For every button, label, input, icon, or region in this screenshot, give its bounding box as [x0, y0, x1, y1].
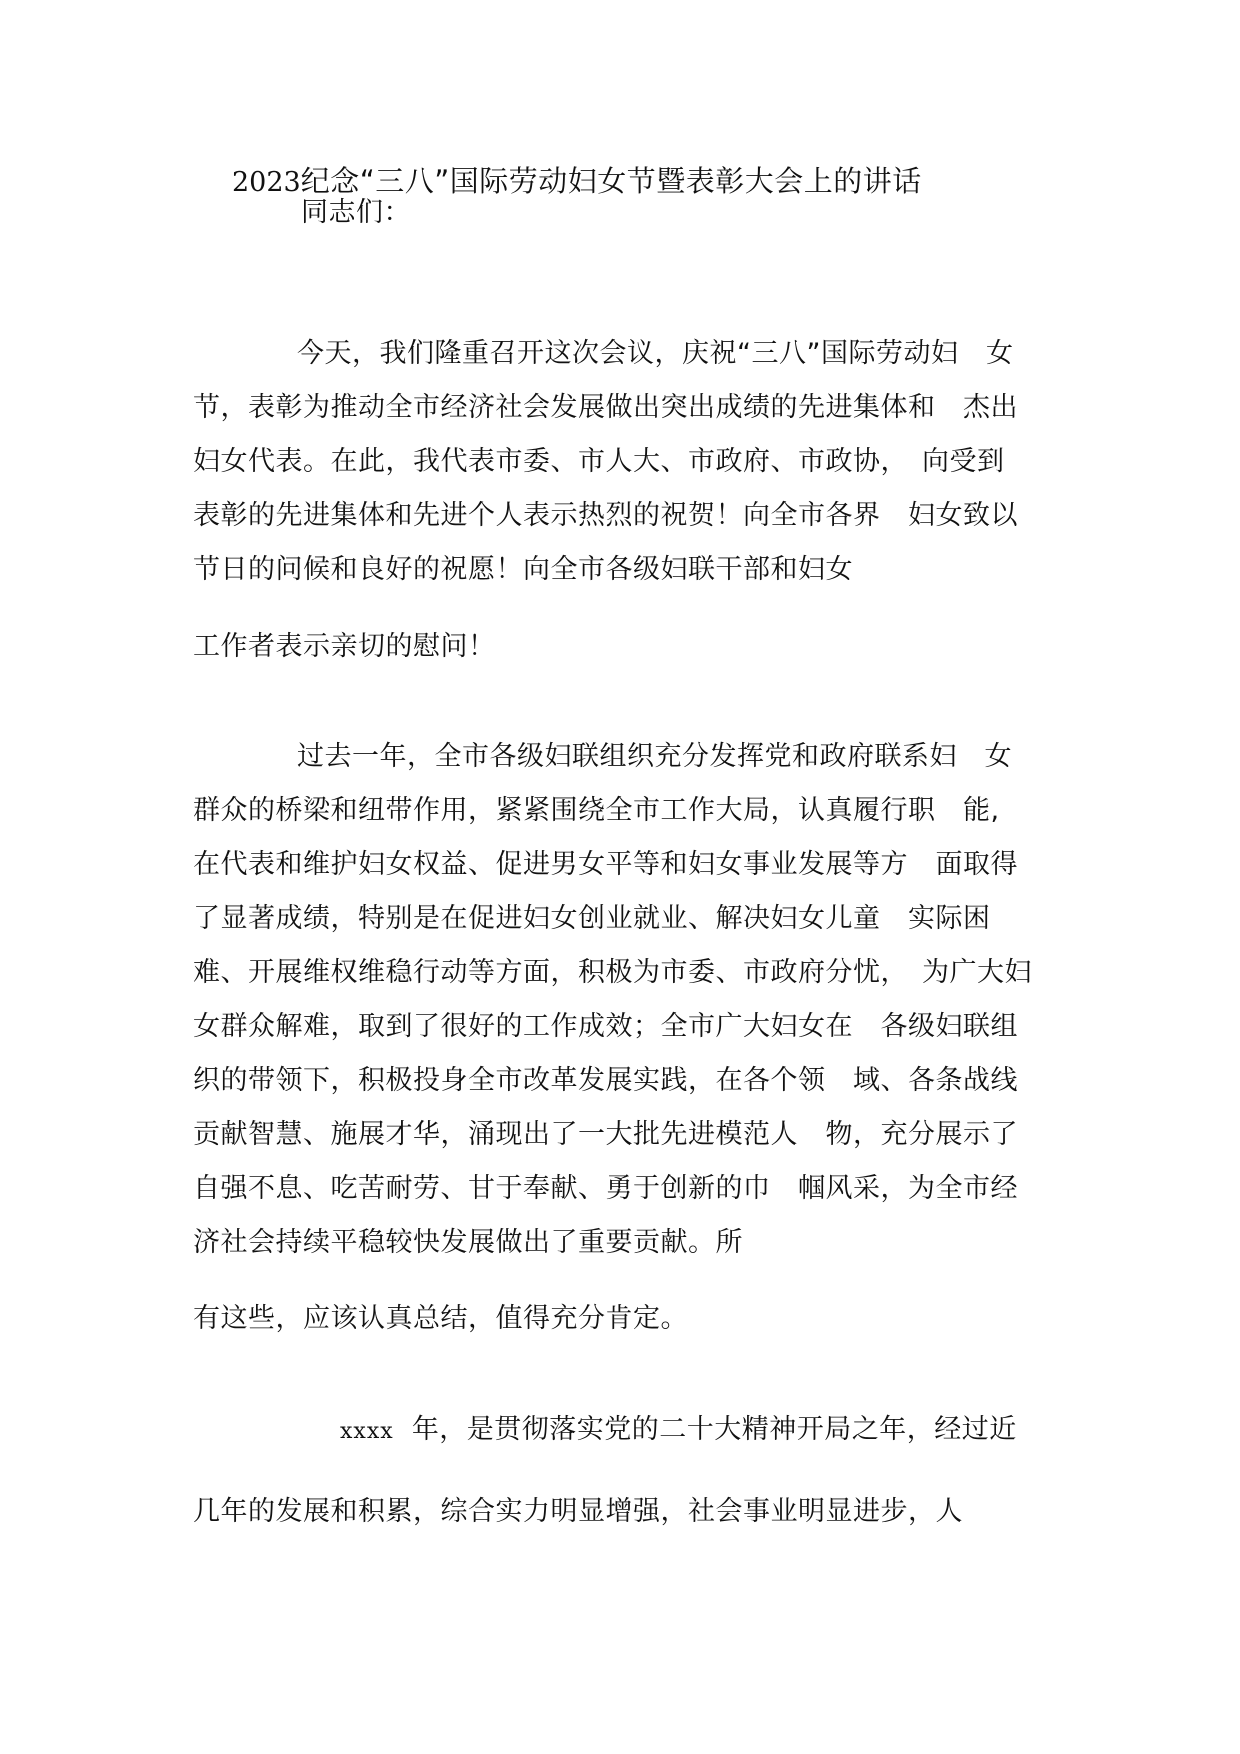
- paragraph-1-line-1: 今天，我们隆重召开这次会议，庆祝“三八”国际劳动妇 女: [297, 338, 1014, 369]
- paragraph-2-line-7: 织的带领下，积极投身全市改革发展实践，在各个领 域、各条战线: [193, 1065, 1018, 1096]
- paragraph-2-line-10: 济社会持续平稳较快发展做出了重要贡献。所: [193, 1227, 743, 1258]
- title-text: 纪念“三八”国际劳动妇女节暨表彰大会上的讲话: [300, 164, 922, 198]
- paragraph-1-line-5: 节日的问候和良好的祝愿！向全市各级妇联干部和妇女: [193, 554, 853, 585]
- paragraph-2-line-6: 女群众解难，取到了很好的工作成效；全市广大妇女在 各级妇联组: [193, 1011, 1018, 1042]
- paragraph-3-line-2: 几年的发展和积累，综合实力明显增强，社会事业明显进步，人: [193, 1496, 963, 1527]
- paragraph-2-line-4: 了显著成绩，特别是在促进妇女创业就业、解决妇女儿童 实际困: [193, 903, 991, 934]
- paragraph-1-line-4: 表彰的先进集体和先进个人表示热烈的祝贺！向全市各界 妇女致以: [193, 500, 1018, 531]
- paragraph-2-line-1: 过去一年，全市各级妇联组织充分发挥党和政府联系妇 女: [297, 741, 1012, 772]
- paragraph-2-line-9: 自强不息、吃苦耐劳、甘于奉献、勇于创新的巾 帼风采，为全市经: [193, 1173, 1018, 1204]
- paragraph-3-line-1-text: 年，是贯彻落实党的二十大精神开局之年，经过近: [411, 1414, 1017, 1445]
- paragraph-1-end: 工作者表示亲切的慰问！: [193, 631, 496, 662]
- paragraph-2-line-3: 在代表和维护妇女权益、促进男女平等和妇女事业发展等方 面取得: [193, 849, 1018, 880]
- title-year: 2023: [232, 167, 301, 198]
- salutation: 同志们：: [301, 197, 411, 228]
- paragraph-1-line-2: 节，表彰为推动全市经济社会发展做出突出成绩的先进集体和 杰出: [193, 392, 1018, 423]
- document-title: [232, 164, 922, 200]
- paragraph-3-year: xxxx: [340, 1419, 394, 1444]
- paragraph-2-line-8: 贡献智慧、施展才华，涌现出了一大批先进模范人 物，充分展示了: [193, 1119, 1018, 1150]
- paragraph-2-line-2: 群众的桥梁和纽带作用，紧紧围绕全市工作大局，认真履行职 能,: [193, 795, 1000, 826]
- paragraph-2-line-5: 难、开展维权维稳行动等方面，积极为市委、市政府分忧， 为广大妇: [193, 957, 1032, 988]
- paragraph-3-line-1: [340, 1413, 1017, 1449]
- paragraph-2-end: 有这些，应该认真总结，值得充分肯定。: [193, 1303, 688, 1334]
- paragraph-1-line-3: 妇女代表。在此，我代表市委、市人大、市政府、市政协， 向受到: [193, 446, 1005, 477]
